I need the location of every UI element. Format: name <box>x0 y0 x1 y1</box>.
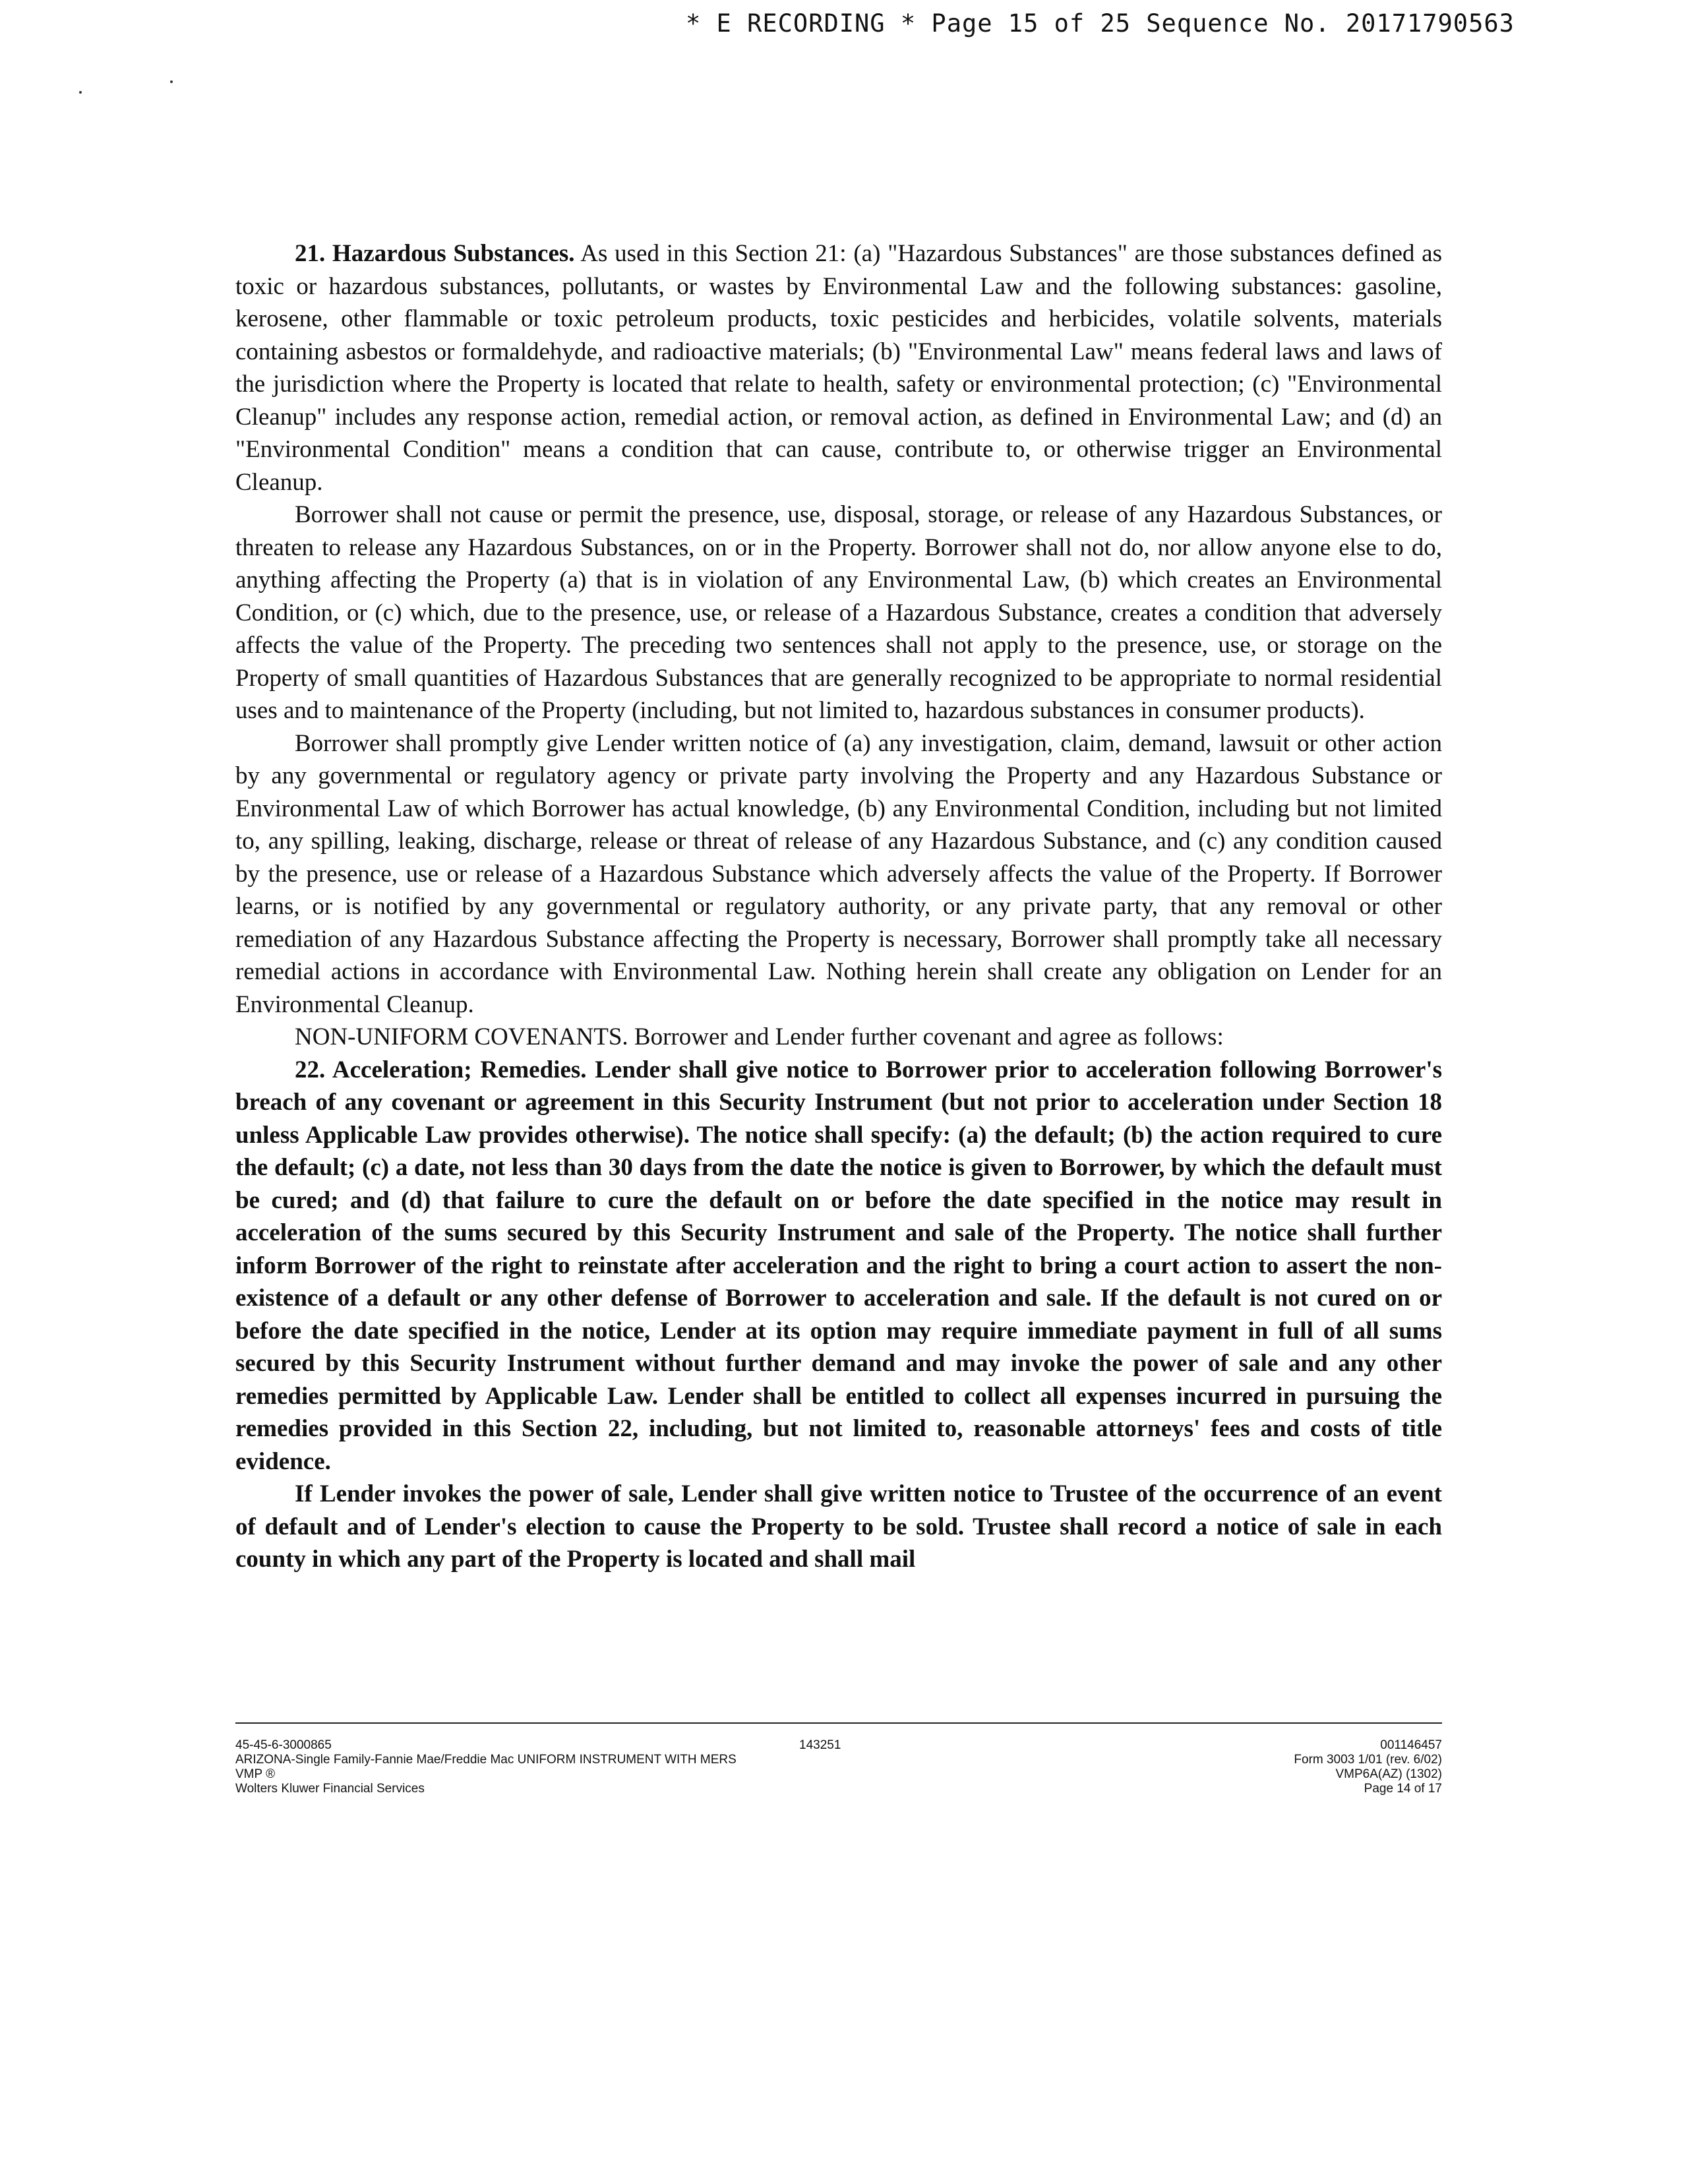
section-22-paragraph-1: 22. Acceleration; Remedies. Lender shall give notice to Borrower prior to acceleration following Borrower's breach of any covenant or agreement in this Security Instrument (but not prior to acceleration under Section 18 unless Applicable Law provides otherwise). The notice shall specify: (a) the default; (b) the action required to cure the default; (c) a date, not less than 30 days from the date the notice is given to Borrower, by which the default must be cured; and (d) that failure to cure the default on or before the date specified in the notice may result in acceleration of the sums secured by this Security Instrument and sale of the Property. The notice shall further inform Borrower of the right to reinstate after acceleration and the right to bring a court action to assert the non-existence of a default or any other defense of Borrower to acceleration and sale. If the default is not cured on or before the date specified in the notice, Lender at its option may require immediate payment in full of all sums secured by this Security Instrument without further demand and may invoke the power of sale and any other remedies permitted by Applicable Law. Lender shall be entitled to collect all expenses incurred in pursuing the remedies provided in this Section 22, including, but not limited to, reasonable attorneys' fees and costs of title evidence. <box>235 1056 1442 1475</box>
document-body <box>235 237 1442 1576</box>
section-21-paragraph-1 <box>235 237 1442 499</box>
footer-divider <box>235 1722 1442 1724</box>
footer-loan-number: 001146457 <box>1380 1738 1442 1752</box>
recording-header: * E RECORDING * Page 15 of 25 Sequence No. 20171790563 <box>686 9 1515 38</box>
footer-loan-code: 45-45-6-3000865 <box>235 1738 332 1752</box>
footer-form-title: ARIZONA-Single Family-Fannie Mae/Freddie Mac UNIFORM INSTRUMENT WITH MERS <box>235 1753 737 1767</box>
footer-publisher: Wolters Kluwer Financial Services <box>235 1782 425 1796</box>
section-22-paragraph-2: If Lender invokes the power of sale, Lender shall give written notice to Trustee of the occurrence of an event of default and of Lender's election to cause the Property to be sold. Trustee shall record a notice of sale in each county in which any part of the Property is located and shall mail <box>235 1480 1442 1573</box>
section-21-text: As used in this Section 21: (a) "Hazardous Substances" are those substances defined as toxic or hazardous substances, pollutants, or wastes by Environmental Law and the following substances: gasoline, kerosene, other flammable or toxic petroleum products, toxic pesticides and herbicides, volatile solvents, materials containing asbestos or formaldehyde, and radioactive materials; (b) "Environmental Law" means federal laws and laws of the jurisdiction where the Property is located that relate to health, safety or environmental protection; (c) "Environmental Cleanup" includes any response action, remedial action, or removal action, as defined in Environmental Law; and (d) an "Environmental Condition" means a condition that can cause, contribute to, or otherwise trigger an Environmental Cleanup. <box>235 240 1442 496</box>
footer-form-number: Form 3003 1/01 (rev. 6/02) <box>1294 1753 1442 1767</box>
footer-page-number: Page 14 of 17 <box>1364 1782 1442 1796</box>
scan-speck <box>170 80 173 83</box>
section-21-paragraph-3: Borrower shall promptly give Lender written notice of (a) any investigation, claim, demand, lawsuit or other action by any governmental or regulatory agency or private party involving the Property and any Hazardous Substance or Environmental Law of which Borrower has actual knowledge, (b) any Environmental Condition, including but not limited to, any spilling, leaking, discharge, release or threat of release of any Hazardous Substance, and (c) any condition caused by the presence, use or release of a Hazardous Substance which adversely affects the value of the Property. If Borrower learns, or is notified by any governmental or regulatory authority, or any private party, that any removal or other remediation of any Hazardous Substance affecting the Property is necessary, Borrower shall promptly take all necessary remedial actions in accordance with Environmental Law. Nothing herein shall create any obligation on Lender for an Environmental Cleanup. <box>235 729 1442 1018</box>
footer-vmp-code: VMP6A(AZ) (1302) <box>1335 1767 1442 1781</box>
footer-center-block <box>799 1738 841 1753</box>
non-uniform-covenants: NON-UNIFORM COVENANTS. Borrower and Lender further covenant and agree as follows: <box>295 1023 1224 1050</box>
footer-right-block <box>1294 1738 1442 1796</box>
section-21-heading: 21. Hazardous Substances. <box>295 240 575 267</box>
footer-vmp-mark: VMP ® <box>235 1767 276 1781</box>
footer-center-number: 143251 <box>799 1738 841 1752</box>
section-21-paragraph-2: Borrower shall not cause or permit the presence, use, disposal, storage, or release of any Hazardous Substances, or threaten to release any Hazardous Substances, on or in the Property. Borrower shall not do, nor allow anyone else to do, anything affecting the Property (a) that is in violation of any Environmental Law, (b) which creates an Environmental Condition, or (c) which, due to the presence, use, or release of a Hazardous Substance, creates a condition that adversely affects the value of the Property. The preceding two sentences shall not apply to the presence, use, or storage on the Property of small quantities of Hazardous Substances that are generally recognized to be appropriate to normal residential uses and to maintenance of the Property (including, but not limited to, hazardous substances in consumer products). <box>235 501 1442 724</box>
scan-speck <box>79 91 82 94</box>
footer-left-block <box>235 1738 961 1796</box>
